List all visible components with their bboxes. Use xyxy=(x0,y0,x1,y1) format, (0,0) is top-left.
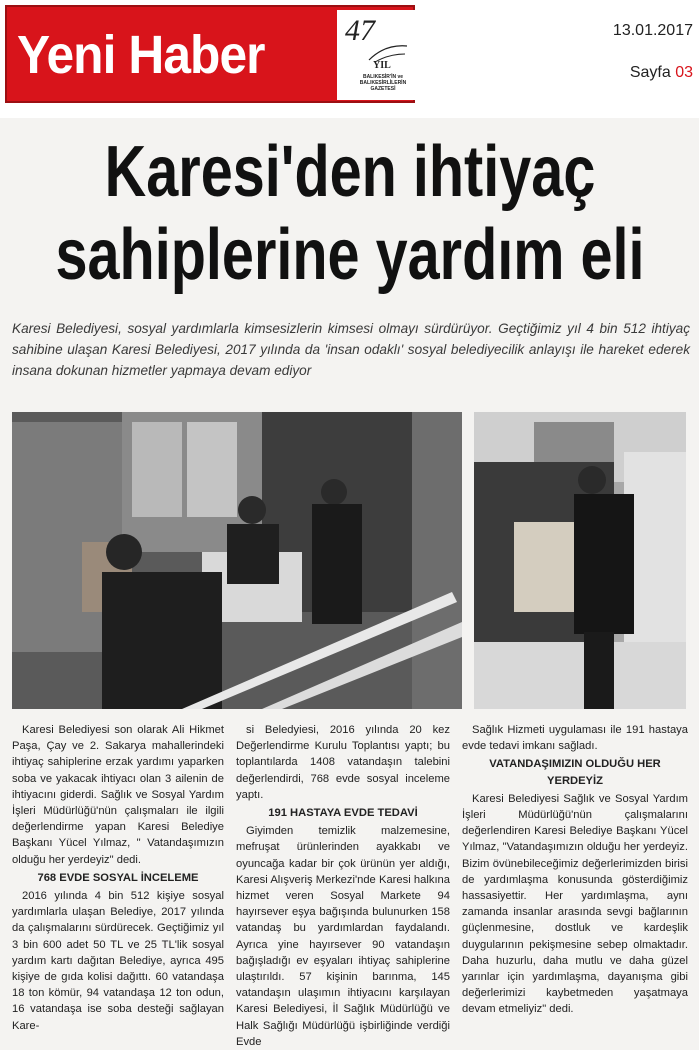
badge-subtitle: BALIKESİR'İN ve BALIKESİRLİLERİN GAZETESİ xyxy=(359,74,407,92)
photo-volunteers-carrying-boxes xyxy=(12,412,462,709)
column-3-paragraph-1: Sağlık Hizmeti uygulaması ile 191 hastaya evde tedavi imkanı sağladı. xyxy=(462,724,688,753)
article-lead: Karesi Belediyesi, sosyal yardımlarla kimsesizlerin kimsesi olmayı sürdürüyor. Geçtiğimiz yıl 4 bin 512 ihtiyaç sahibine ulaşan Karesi Belediyesi, 2017 yılında da 'insan odaklı' sosyal belediyecilik anlayışı ile hareket ederek insana dokunan hizmetler yapmaya devam ediyor xyxy=(12,321,690,378)
column-2-paragraph-1: si Beledyiesi, 2016 yılında 20 kez Değerlendirme Kurulu Toplantısı yaptı; bu toplantılarda 1408 vatandaşın talebini değerlendirdi, 768 evde sosyal inceleme yaptı. xyxy=(236,724,450,801)
headline-line-2: sahiplerine yardım eli xyxy=(55,215,645,295)
issue-date: 13.01.2017 xyxy=(612,22,693,39)
subheading-191-hastaya: 191 HASTAYA EVDE TEDAVİ xyxy=(268,807,418,820)
article-column-1 xyxy=(12,722,224,1034)
subheading-768-evde: 768 EVDE SOSYAL İNCELEME xyxy=(37,871,199,884)
column-1-paragraph-2: 2016 yılında 4 bin 512 kişiye sosyal yardımlarla ulaşan Belediye, 2017 yılında da çalışmalarını sürdürecek. Geçtiğimiz yıl 3 bin 600 adet 50 TL ve 25 TL'lik sosyal yardım kartı dağıtan Belediye, ayrıca 495 kişiye de gıda kolisi dağıttı. 60 vatandaşa 18 ton kömür, 94 vatandaşa 12 ton odun, 16 vatandaşa ise soba desteği sağlayan Kare- xyxy=(12,890,224,1032)
badge-yil: YIL xyxy=(373,60,391,71)
newspaper-logo xyxy=(5,5,415,103)
page-number xyxy=(630,64,693,82)
page-number-value: 03 xyxy=(675,64,693,81)
page-label: Sayfa xyxy=(629,64,671,81)
headline-line-1: Karesi'den ihtiyaç xyxy=(104,132,596,212)
photo-illustration xyxy=(12,412,462,709)
article-column-2 xyxy=(236,722,450,1050)
column-2-paragraph-2: Giyimden temizlik malzemesine, mefruşat ürünlerinden ayakkabı ve oyuncağa kadar bir çok ürünün yer aldığı, Karesi Alışveriş Merkezi'nde Karesi halkına hizmet veren Sosyal Markete 94 hayırsever eşya bağışında bulunurken 158 vatandaş bu yardımlardan faydalandı. Ayrıca yine hayırsever 90 vatandaşın bağışladığı ev eşyaları ihtiyaç sahiplerine ulaştırıldı. 57 kişinin barınma, 145 vatandaşın ulaşımın ihtiyacını karşılayan Karesi Belediyesi, İl Sağlık Müdürlüğü ve Halk Sağlığı Müdürlüğü işbirliğinde verdiği Evde xyxy=(236,825,450,1048)
column-3-paragraph-2: Karesi Belediyesi Sağlık ve Sosyal Yardım İşleri Müdürlüğü'nün çalışmalarını değerlendiren Karesi Belediye Başkanı Yücel Yılmaz, "Vatandaşımızın olduğu her yerdeyiz. Bizim övünebileceğimiz değerlerimizden birisi de yardımlaşma konusunda gösterdiğimiz hassasiyettir. Her yardımlaşma, aynı zamanda insanlar arasında sevgi bağlarının güçlenmesine, dostluk ve kardeşlik duygularının pekişmesine sebep olmaktadır. Daha huzurlu, daha mutlu ve daha güzel yarınlar için yardımlaşma, dayanışma gibi değerlerimizi kaybetmeden yaşatmaya devam etmeliyiz" dedi. xyxy=(462,792,688,1016)
badge-number: 47 xyxy=(345,14,375,47)
masthead xyxy=(0,0,699,118)
column-1-paragraph-1: Karesi Belediyesi son olarak Ali Hikmet Paşa, Çay ve 2. Sakarya mahallerindeki ihtiyaç sahiplerine erzak yardımı yaparken soba ve yakacak ihtiyacı olan 3 ailenin de ihtiyacını giderdi. Sağlık ve Sosyal Yardım İşleri Müdürlüğü'nün çalışmaları ile ilgili değerlendirme yapan Karesi Belediye Başkanı Yücel Yılmaz, " Vatandaşımızın olduğu her yerdeyiz" dedi. xyxy=(12,724,224,866)
photo-illustration-2 xyxy=(474,412,686,709)
photo-volunteer-with-box xyxy=(474,412,686,709)
anniversary-badge xyxy=(337,10,415,100)
article-column-3 xyxy=(462,722,688,1018)
subheading-vatandasimizin: VATANDAŞIMIZIN OLDUĞU HER YERDEYİZ xyxy=(489,758,661,787)
logo-text: Yeni Haber xyxy=(17,25,265,85)
